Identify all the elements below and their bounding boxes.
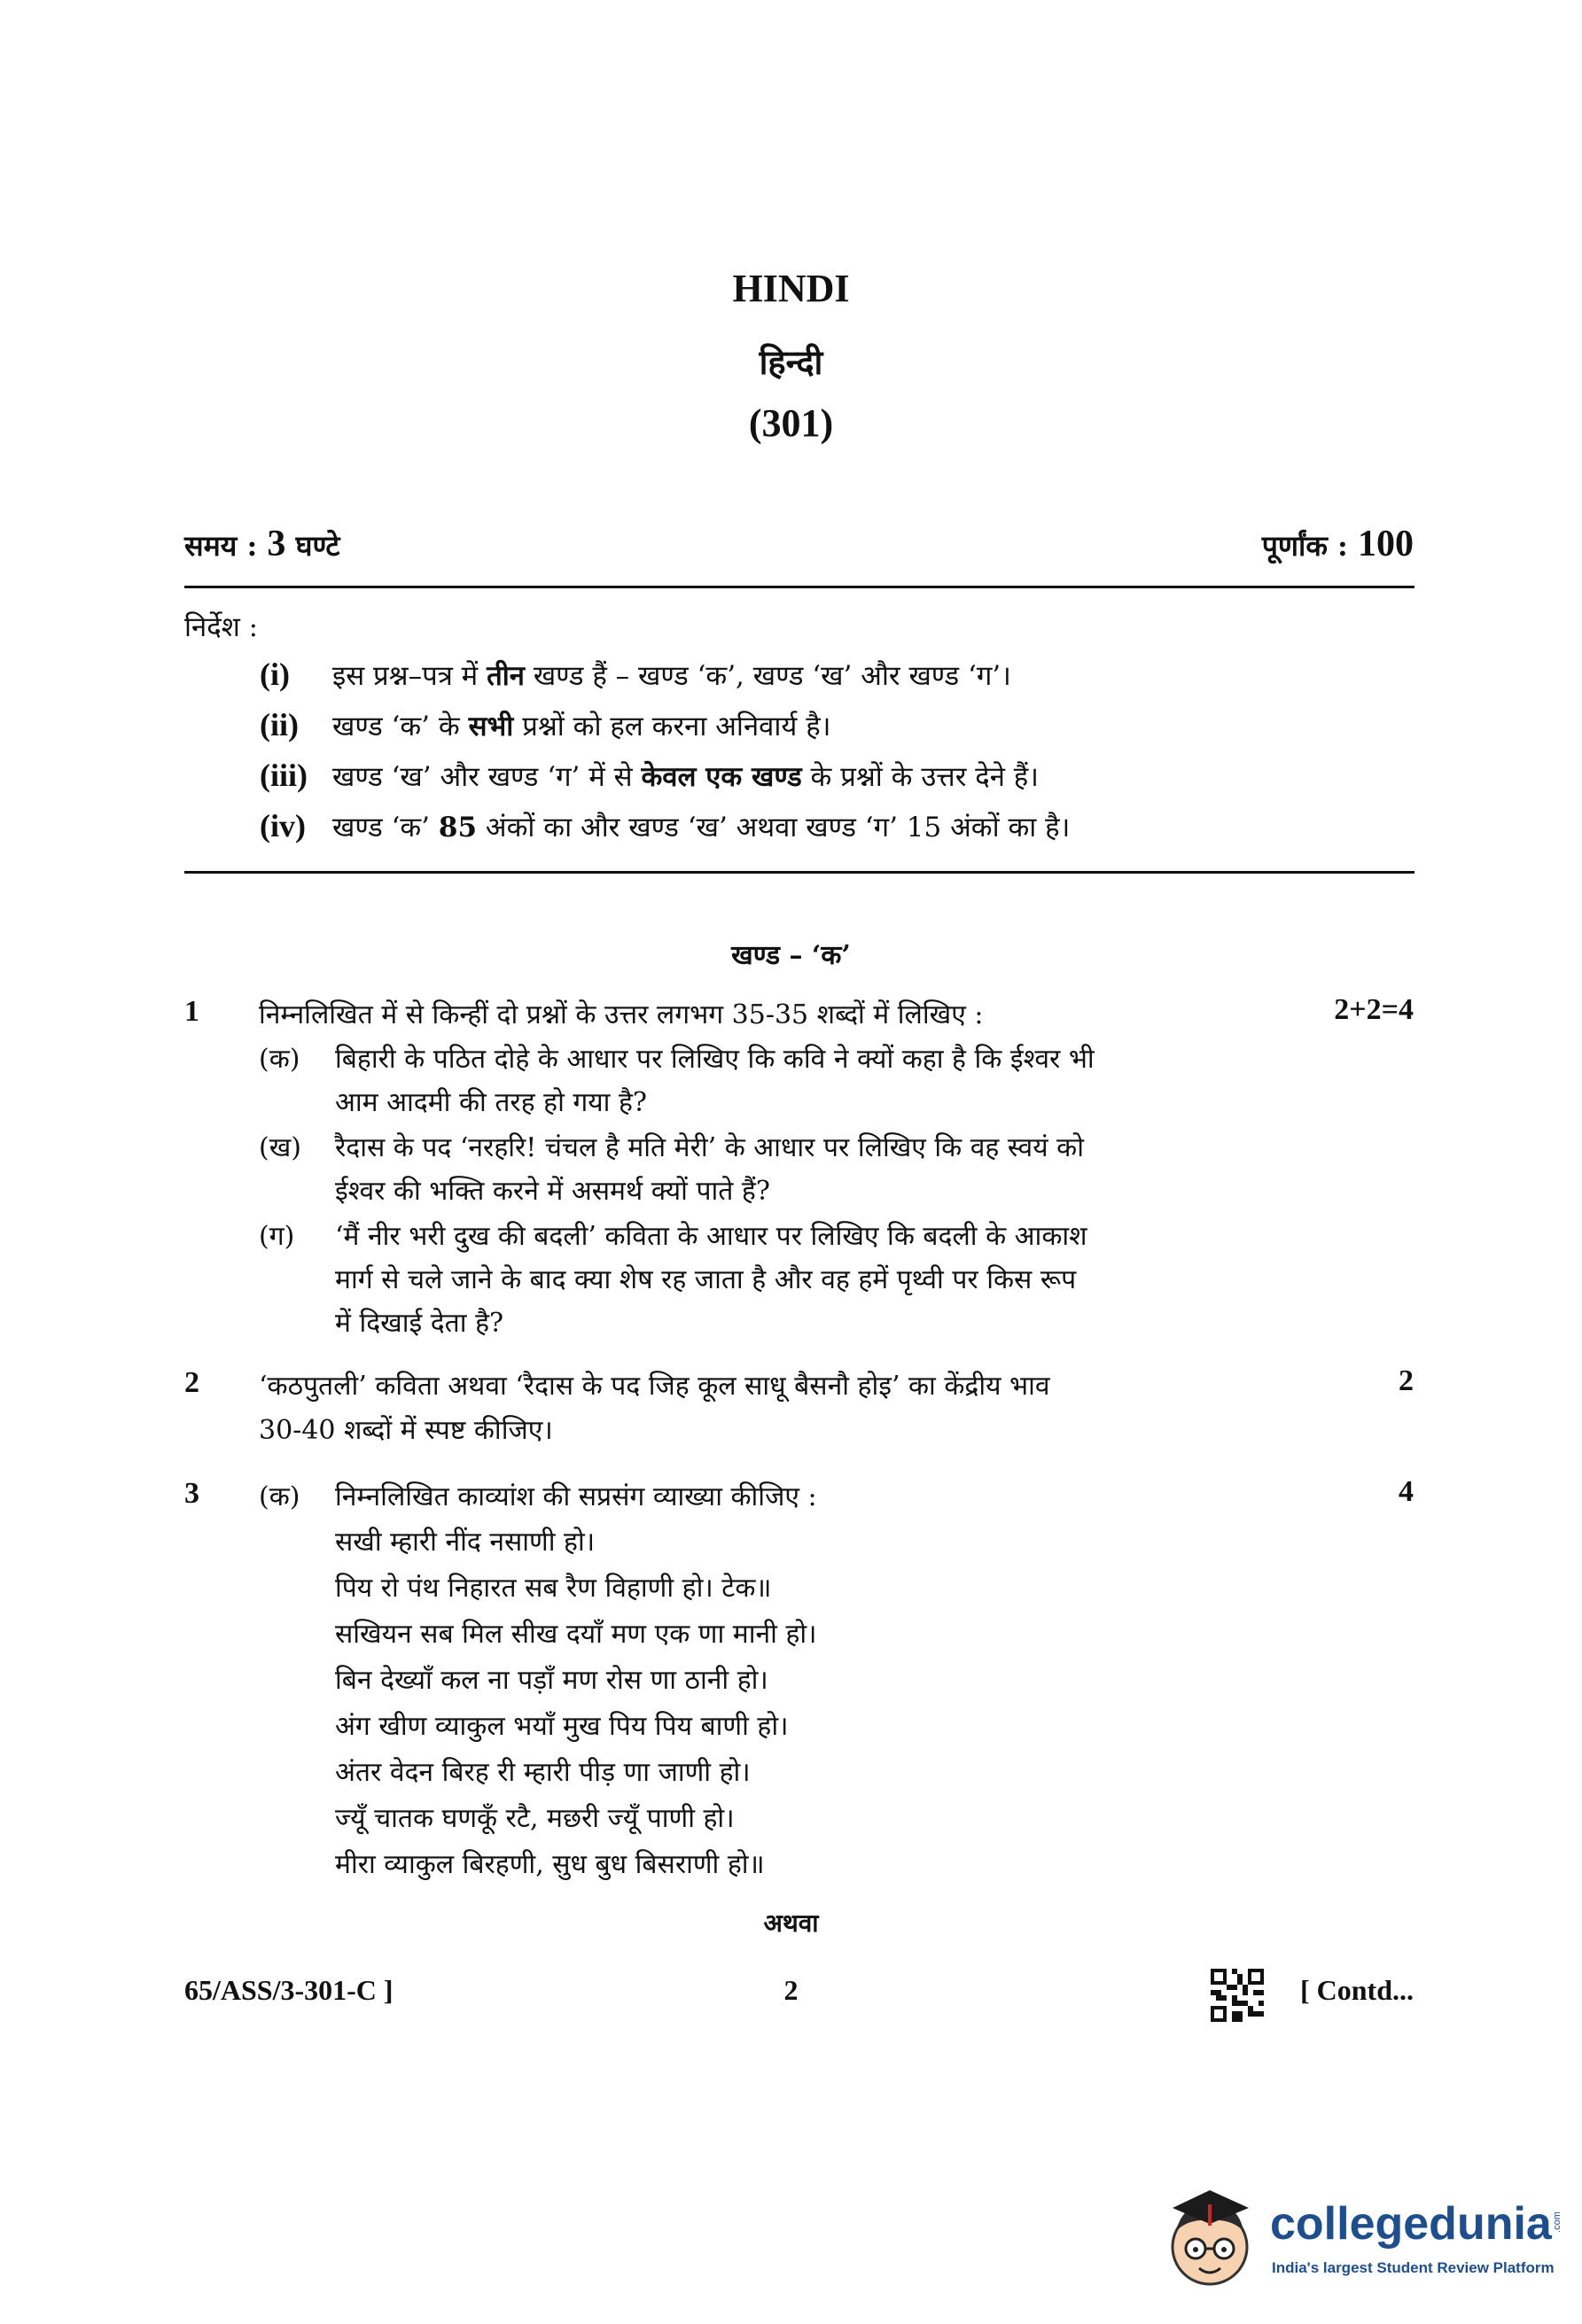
instruction-item: (iv) खण्ड ‘क’ 85 अंकों का और खण्ड ‘ख’ अथवा खण्ड ‘ग’ 15 अंकों का है। <box>260 808 1071 843</box>
part-text: बिहारी के पठित दोहे के आधार पर लिखिए कि कवि ने क्यों कहा है कि ईश्वर भी <box>335 1044 1095 1075</box>
part-text: आम आदमी की तरह हो गया है? <box>335 1087 648 1118</box>
part-label: (क) <box>259 1481 300 1512</box>
time-allowed <box>184 523 339 565</box>
time-label: समय : <box>184 529 258 563</box>
footer-paper-code: 65/ASS/3-301-C ] <box>184 1974 394 2006</box>
mascot-icon <box>1157 2178 1263 2311</box>
brand-suffix: .com <box>1551 2211 1563 2233</box>
marks-label: पूर्णांक : <box>1261 529 1348 563</box>
max-marks <box>1262 523 1414 565</box>
page-number: 2 <box>783 1974 799 2006</box>
instruction-number: (iii) <box>260 758 308 793</box>
time-unit: घण्टे <box>295 529 340 563</box>
question-text: ‘कठपुतली’ कविता अथवा ‘रैदास के पद जिह कूल साधू बैसनौ होइ’ का केंद्रीय भाव <box>259 1371 1050 1402</box>
question-marks: 2 <box>1399 1364 1414 1397</box>
poem-line: सखी म्हारी नींद नसाणी हो। <box>335 1527 596 1558</box>
question-number: 3 <box>184 1477 199 1510</box>
section-title: खण्ड – ‘क’ <box>731 940 851 971</box>
paper-code: (301) <box>748 401 834 445</box>
question-marks: 4 <box>1399 1475 1414 1508</box>
poem-line: अंतर वेदन बिरह री म्हारी पीड़ णा जाणी हो। <box>335 1757 751 1788</box>
poem-line: सखियन सब मिल सीख दयाँ मण एक णा मानी हो। <box>335 1619 817 1650</box>
part-text: ईश्वर की भक्ति करने में असमर्थ क्यों पाते हैं? <box>335 1176 770 1207</box>
instruction-item: (iii) खण्ड ‘ख’ और खण्ड ‘ग’ में से केवल एक खण्ड के प्रश्नों के उत्तर देने हैं। <box>260 758 1039 793</box>
question-marks: 2+2=4 <box>1334 993 1414 1026</box>
part-text: में दिखाई देता है? <box>335 1308 504 1339</box>
marks-value: 100 <box>1358 524 1414 564</box>
question-number: 1 <box>184 995 199 1028</box>
collegedunia-watermark <box>1157 2178 1564 2311</box>
question-text: निम्नलिखित काव्यांश की सप्रसंग व्याख्या कीजिए : <box>335 1481 817 1512</box>
divider-bottom <box>184 871 1414 874</box>
poem-line: मीरा व्याकुल बिरहणी, सुध बुध बिसराणी हो॥ <box>335 1849 765 1880</box>
instruction-number: (i) <box>260 657 290 692</box>
instruction-item: (i) इस प्रश्न–पत्र में तीन खण्ड हैं – खण्ड ‘क’, खण्ड ‘ख’ और खण्ड ‘ग’। <box>260 657 1011 692</box>
part-text: मार्ग से चले जाने के बाद क्या शेष रह जाता है और वह हमें पृथ्वी पर किस रूप <box>335 1264 1077 1295</box>
instructions-heading: निर्देश : <box>184 611 259 643</box>
question-number: 2 <box>184 1366 199 1399</box>
part-label: (ग) <box>259 1221 295 1252</box>
or-separator: अथवा <box>763 1908 819 1938</box>
part-text: रैदास के पद ‘नरहरि! चंचल है मति मेरी’ के आधार पर लिखिए कि वह स्वयं को <box>335 1132 1084 1163</box>
brand-name: collegedunia <box>1270 2198 1552 2250</box>
divider-top <box>184 586 1414 588</box>
question-text: निम्नलिखित में से किन्हीं दो प्रश्नों के उत्तर लगभग 35-35 शब्दों में लिखिए : <box>259 999 984 1030</box>
part-text: ‘मैं नीर भरी दुख की बदली’ कविता के आधार पर लिखिए कि बदली के आकाश <box>335 1221 1087 1252</box>
part-label: (ख) <box>259 1132 301 1163</box>
question-text: 30-40 शब्दों में स्पष्ट कीजिए। <box>259 1415 553 1446</box>
poem-line: ज्यूँ चातक घणकूँ रटै, मछरी ज्यूँ पाणी हो। <box>335 1803 735 1834</box>
part-label: (क) <box>259 1044 300 1075</box>
instruction-number: (ii) <box>260 707 299 742</box>
paper-title: HINDI <box>732 267 850 310</box>
instruction-item: (ii) खण्ड ‘क’ के सभी प्रश्नों को हल करना अनिवार्य है। <box>260 707 831 742</box>
brand-tagline: India's largest Student Review Platform <box>1272 2259 1555 2276</box>
poem-line: अंग खीण व्याकुल भयाँ मुख पिय पिय बाणी हो। <box>335 1711 789 1742</box>
poem-line: पिय रो पंथ निहारत सब रैण विहाणी हो। टेक॥ <box>335 1573 772 1604</box>
instruction-number: (iv) <box>260 808 306 843</box>
poem-line: बिन देख्याँ कल ना पड़ाँ मण रोस णा ठानी हो। <box>335 1665 768 1696</box>
time-value: 3 <box>267 524 286 564</box>
continued-label: [ Contd... <box>1299 1974 1414 2006</box>
qr-code-icon <box>1211 1969 1264 2022</box>
paper-title-hindi: हिन्दी <box>759 342 823 382</box>
